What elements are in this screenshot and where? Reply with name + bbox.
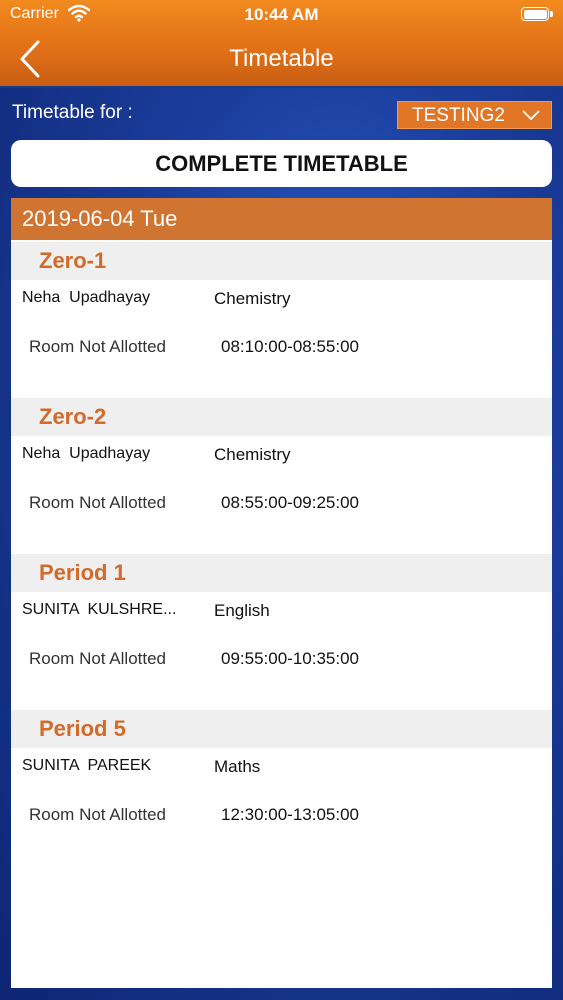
chevron-down-icon xyxy=(521,108,541,122)
timetable-for-label: Timetable for : xyxy=(12,102,133,123)
teacher-name: Neha Upadhayay xyxy=(22,289,151,306)
room-status: Room Not Allotted xyxy=(29,805,167,824)
period-title: Zero-1 xyxy=(11,242,552,280)
room-status: Room Not Allotted xyxy=(29,649,167,668)
period-time: 09:55:00-10:35:00 xyxy=(221,649,360,668)
room-status: Room Not Allotted xyxy=(29,493,167,512)
carrier-label: Carrier xyxy=(10,5,59,22)
teacher-name: SUNITA KULSHRE... xyxy=(22,601,177,618)
subject-name: Chemistry xyxy=(214,445,291,464)
period-title: Period 5 xyxy=(11,710,552,748)
teacher-name: SUNITA PAREEK xyxy=(22,757,152,774)
timetable-panel xyxy=(11,198,552,988)
room-status: Room Not Allotted xyxy=(29,337,167,356)
clock: 10:44 AM xyxy=(244,5,319,24)
period-card xyxy=(11,554,552,710)
period-card xyxy=(11,710,552,866)
status-bar xyxy=(0,0,563,30)
subject-name: English xyxy=(214,601,270,620)
class-dropdown-value: TESTING2 xyxy=(412,105,505,126)
period-time: 08:55:00-09:25:00 xyxy=(221,493,360,512)
battery-icon xyxy=(521,7,549,21)
nav-bar xyxy=(0,0,563,88)
period-card xyxy=(11,242,552,398)
date-header: 2019-06-04 Tue xyxy=(11,198,552,240)
period-time: 08:10:00-08:55:00 xyxy=(221,337,360,356)
period-time: 12:30:00-13:05:00 xyxy=(221,805,360,824)
complete-timetable-button[interactable]: COMPLETE TIMETABLE xyxy=(11,140,552,187)
period-title: Period 1 xyxy=(11,554,552,592)
subject-name: Maths xyxy=(214,757,261,776)
period-card xyxy=(11,398,552,554)
page-title: Timetable xyxy=(229,45,334,72)
period-title: Zero-2 xyxy=(11,398,552,436)
class-dropdown[interactable] xyxy=(397,101,552,129)
subject-name: Chemistry xyxy=(214,289,291,308)
teacher-name: Neha Upadhayay xyxy=(22,445,151,462)
